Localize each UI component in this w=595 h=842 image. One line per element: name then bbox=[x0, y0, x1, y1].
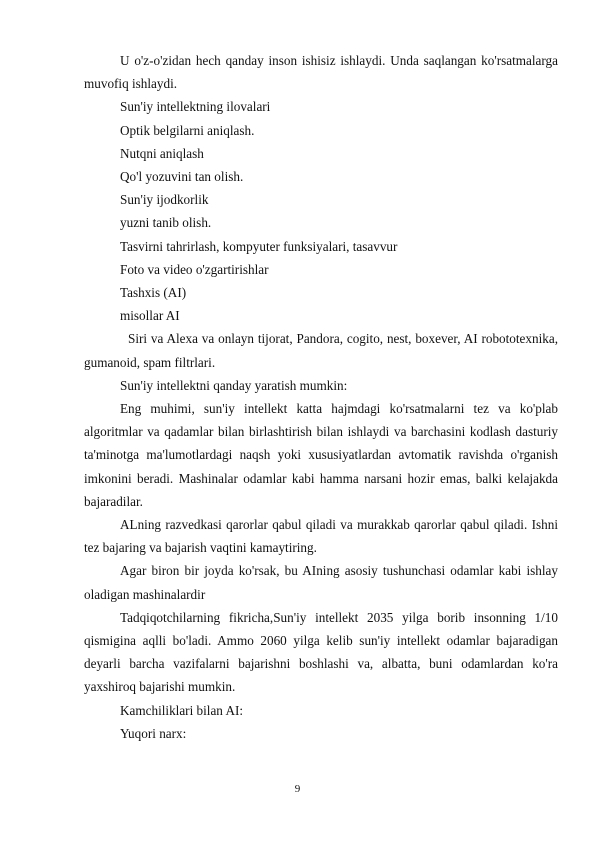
paragraph-how-body: Eng muhimi, sun'iy intellekt katta hajmdagi ko'rsatmalarni tez va ko'plab algoritmlar va qadamlar bilan birlashtirish bilan ishlaydi va barchasini kodlash dasturiy ta'minotga ma'lumotlardagi naqsh yoki xususiyatlardan avtomatik ravishda o'rganish imkonini beradi. Mashinalar odamlar kabi hamma narsani hozir emas, balki kelajakda bajaradilar. bbox=[84, 401, 558, 509]
paragraph-high-cost: Yuqori narx: bbox=[120, 725, 187, 741]
paragraph-decisions: ALning razvedkasi qarorlar qabul qiladi va murakkab qarorlar qabul qiladi. Ishni tez bajaring va bajarish vaqtini kamaytiring. bbox=[84, 517, 558, 556]
list-item: Optik belgilarni aniqlash. bbox=[120, 122, 255, 138]
list-item: misollar AI bbox=[120, 308, 180, 324]
list-item: yuzni tanib olish. bbox=[120, 215, 212, 231]
list-item: Qo'l yozuvini tan olish. bbox=[120, 169, 244, 185]
list-item: Nutqni aniqlash bbox=[120, 145, 204, 161]
list-item: Foto va video o'zgartirishlar bbox=[120, 261, 269, 277]
paragraph-concept: Agar biron bir joyda ko'rsak, bu AIning asosiy tushunchasi odamlar kabi ishlay oladigan mashinalardir bbox=[84, 563, 558, 602]
list-item: Tashxis (AI) bbox=[120, 285, 187, 301]
page-number: 9 bbox=[294, 783, 301, 795]
paragraph-research: Tadqiqotchilarning fikricha,Sun'iy intellekt 2035 yilga borib insonning 1/10 qismigina aqlli bo'ladi. Ammo 2060 yilga kelib sun'iy intellekt odamlar bajaradigan deyarli barcha vazifalarni bajarishni boshlashi va, albatta, buni odamlardan ko'ra yaxshiroq bajarishi mumkin. bbox=[84, 609, 558, 695]
paragraph-examples: Siri va Alexa va onlayn tijorat, Pandora, cogito, nest, boxever, AI robototexnika, gumanoid, spam filtrlari. bbox=[84, 331, 558, 370]
paragraph-disadvantages-heading: Kamchiliklari bilan AI: bbox=[120, 702, 244, 718]
list-item: Tasvirni tahrirlash, kompyuter funksiyalari, tasavvur bbox=[120, 238, 398, 254]
paragraph-intro: U o'z-o'zidan hech qanday inson ishisiz ishlaydi. Unda saqlangan ko'rsatmalarga muvofiq ishlaydi. bbox=[84, 53, 558, 92]
paragraph-how-heading: Sun'iy intellektni qanday yaratish mumkin: bbox=[120, 377, 348, 393]
list-item: Sun'iy ijodkorlik bbox=[120, 192, 209, 208]
document-body bbox=[84, 49, 558, 745]
paragraph-applications-heading: Sun'iy intellektning ilovalari bbox=[120, 99, 271, 115]
